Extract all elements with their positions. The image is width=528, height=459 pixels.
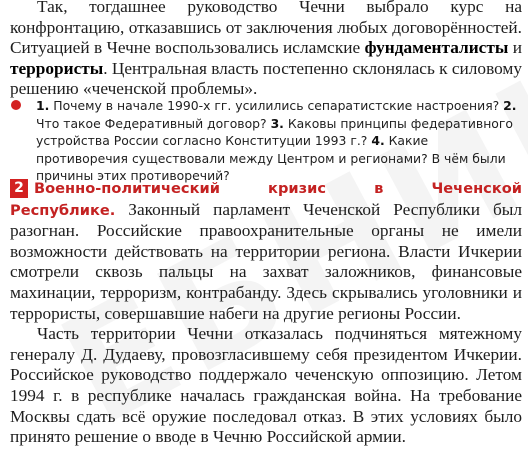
section-body-1 bbox=[10, 178, 522, 324]
question-number: 2. bbox=[503, 98, 517, 113]
intro-text-end: . Центральная власть постепенно склонялась к силовому решению «чеченской проблемы». bbox=[10, 58, 522, 99]
intro-text-start: Так, тогдашнее руководство Чечни выбрало курс на конфронтацию, отказавшись от заключения любых договорённостей. Ситуацией в Чечне воспользовались исламские bbox=[10, 0, 522, 58]
question-number: 3. bbox=[270, 115, 284, 131]
question-number: 1. bbox=[36, 98, 50, 113]
section-text: Законный парламент Чеченской Республики был разогнан. Российские правоохранительные органы не имели возможности действовать на территории региона. Власти Ичкерии смотрели сквозь пальцы на захват заложников, финансовые махинации, терроризм, контрабанду. Здесь скрывались уголовники и террористы, совершавшие набеги на другие регионы России. bbox=[10, 199, 522, 323]
section-number-badge: 2 bbox=[10, 179, 28, 198]
section-title: Военно-политический кризис в Чеченской Республике. bbox=[10, 180, 522, 219]
term-terrorists: террористы bbox=[10, 58, 104, 78]
question-number: 4. bbox=[371, 133, 385, 149]
section-2 bbox=[10, 178, 522, 448]
review-questions bbox=[36, 97, 522, 185]
section-body-2: Часть территории Чечни отказалась подчиняться мятежному генералу Д. Дудаеву, провозгласившему себя президентом Ичкерии. Российское руководство поддержало чеченскую оппозицию. Летом 1994 г. в республике началась гражданская война. На требование Москвы сдать всё оружие последовал отказ. В этих условиях было принято решение о вводе в Чечню Российской армии. bbox=[10, 324, 522, 447]
questions-bullet-icon bbox=[11, 100, 21, 110]
term-fundamentalists: фундаменталисты bbox=[364, 38, 509, 58]
intro-text-mid: и bbox=[508, 38, 522, 58]
intro-paragraph bbox=[10, 0, 522, 100]
question-text: Каковы принципы федеративного устройства России согласно Конституции 1993 г.? bbox=[36, 115, 513, 149]
question-text: Почему в начале 1990-х гг. усилились сепаратистские настроения? bbox=[49, 98, 504, 113]
question-text: Какие противоречия существовали между Центром и регионами? В чём были причины этих противоречий? bbox=[36, 133, 506, 184]
question-text: Что такое Федеративный договор? bbox=[36, 115, 271, 131]
